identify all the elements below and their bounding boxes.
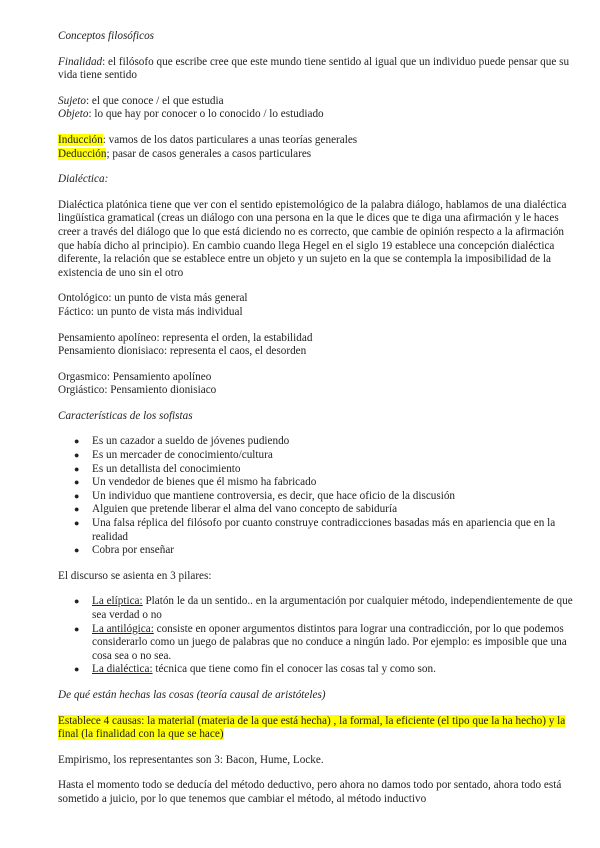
pilar-term: La antilógica: bbox=[92, 622, 154, 635]
bullet-icon: ● bbox=[74, 450, 80, 461]
bullet-icon: ● bbox=[74, 518, 80, 529]
pilar-list-item bbox=[74, 663, 578, 677]
dialectica-heading: Dialéctica: bbox=[58, 173, 109, 186]
pilar-text: técnica que tiene como fin el conocer las cosas tal y como son. bbox=[152, 663, 436, 676]
objeto-line bbox=[58, 108, 578, 122]
orgasmico-line: Orgasmico: Pensamiento apolíneo bbox=[58, 370, 212, 383]
pilar-term: La dialéctica: bbox=[92, 663, 153, 676]
empirismo-line: Empirismo, los representantes son 3: Bacon, Hume, Locke. bbox=[58, 753, 324, 766]
bullet-icon: ● bbox=[74, 463, 80, 474]
sujeto-text: : el que conoce / el que estudia bbox=[85, 94, 224, 107]
ontologico-factico-block bbox=[58, 292, 578, 319]
factico-line: Fáctico: un punto de vista más individual bbox=[58, 305, 243, 318]
bullet-icon: ● bbox=[74, 504, 80, 515]
sujeto-line bbox=[58, 95, 578, 109]
dionisiaco-line: Pensamiento dionisiaco: representa el caos, el desorden bbox=[58, 345, 307, 358]
bullet-icon: ● bbox=[74, 623, 80, 634]
sofistas-list-item bbox=[74, 517, 578, 544]
sujeto-term: Sujeto bbox=[58, 94, 86, 107]
pensamiento-block bbox=[58, 332, 578, 359]
causas-heading: De qué están hechas las cosas (teoría causal de aristóteles) bbox=[58, 688, 326, 701]
finalidad-term: Finalidad bbox=[58, 55, 103, 68]
pilares-list bbox=[58, 595, 578, 677]
finalidad-paragraph bbox=[58, 56, 578, 83]
sofistas-item-text: Es un detallista del conocimiento bbox=[92, 462, 241, 475]
pilares-intro: El discurso se asienta en 3 pilares: bbox=[58, 569, 212, 582]
bullet-icon: ● bbox=[74, 477, 80, 488]
induccion-text: : vamos de los datos particulares a unas teorías generales bbox=[102, 133, 358, 146]
sofistas-list-item bbox=[74, 476, 578, 490]
sofistas-item-text: Cobra por enseñar bbox=[92, 544, 175, 557]
apolineo-line: Pensamiento apolíneo: representa el orden, la estabilidad bbox=[58, 331, 313, 344]
pilar-term: La elíptica: bbox=[92, 595, 143, 608]
sofistas-item-text: Un individuo que mantiene controversia, es decir, que hace oficio de la discusión bbox=[92, 489, 456, 502]
pilar-list-item bbox=[74, 622, 578, 664]
sofistas-item-text: Es un cazador a sueldo de jóvenes pudiendo bbox=[92, 435, 290, 448]
deduccion-term: Deducción bbox=[58, 147, 107, 160]
document-content bbox=[58, 30, 578, 819]
sofistas-list-item bbox=[74, 489, 578, 504]
orgasmico-block bbox=[58, 371, 578, 398]
pilar-list-item bbox=[74, 595, 578, 622]
sofistas-heading: Características de los sofistas bbox=[58, 409, 193, 422]
sofistas-item-text: Una falsa réplica del filósofo por cuanto construye contradicciones basadas más en apariencia que en la realidad bbox=[92, 517, 556, 543]
pilar-text: consiste en oponer argumentos distintos para lograr una contradicción, por lo que podemos considerarlo como un juego de palabras que no conduce a ningún lado. Por ejemplo: es imposible que una cosa sea o no sea. bbox=[92, 622, 567, 662]
dialectica-paragraph: Dialéctica platónica tiene que ver con el sentido epistemológico de la palabra diálogo, hablamos de una dialéctica lingüística gramatical (creas un diálogo con una persona en la que le dices que te diga una afirmación y le haces creer a través del diálogo que lo que está diciendo no es correcto, que cambie de opinión respecto a la afirmación que había dicho al principio). En cambio cuando llega Hegel en el siglo 19 establece una concepción dialéctica diferente, la relación que se establece entre un objeto y un sujeto en la que se contempla la imposibilidad de la existencia de uno sin el otro bbox=[58, 198, 567, 279]
page-title: Conceptos filosóficos bbox=[58, 30, 155, 42]
final-paragraph: Hasta el momento todo se deducía del método deductivo, pero ahora no damos todo por sentado, ahora todo está sometido a juicio, por lo que tenemos que cambiar el método, al método inductivo bbox=[58, 779, 562, 805]
causas-paragraph bbox=[58, 715, 578, 742]
sofistas-list-item bbox=[74, 503, 578, 517]
induccion-line bbox=[58, 134, 578, 148]
ontologico-line: Ontológico: un punto de vista más general bbox=[58, 292, 248, 305]
induccion-deduccion-block bbox=[58, 134, 578, 161]
bullet-icon: ● bbox=[74, 596, 80, 607]
bullet-icon: ● bbox=[74, 490, 80, 501]
sofistas-list-item bbox=[74, 435, 578, 449]
induccion-term: Inducción bbox=[58, 133, 103, 146]
deduccion-line bbox=[58, 148, 578, 162]
bullet-icon: ● bbox=[74, 545, 80, 556]
bullet-icon: ● bbox=[74, 664, 80, 675]
sofistas-list-item bbox=[74, 449, 578, 463]
orgiastico-line: Orgiástico: Pensamiento dionisiaco bbox=[58, 384, 217, 397]
sofistas-list-item bbox=[74, 462, 578, 477]
sofistas-item-text: Alguien que pretende liberar el alma del vano concepto de sabiduría bbox=[92, 503, 398, 516]
bullet-icon: ● bbox=[74, 436, 80, 447]
pilar-text: Platón le da un sentido.. en la argumentación por cualquier método, independientemente de que sea verdad o no bbox=[92, 595, 573, 621]
causas-text: Establece 4 causas: la material (materia de la que está hecha) , la formal, la eficiente (el tipo que la ha hecho) y la final (la finalidad con la que se hace) bbox=[58, 714, 566, 741]
sofistas-list-item bbox=[74, 544, 578, 558]
sofistas-item-text: Un vendedor de bienes que él mismo ha fabricado bbox=[92, 476, 317, 489]
objeto-text: : lo que hay por conocer o lo conocido / lo estudiado bbox=[88, 108, 324, 121]
finalidad-text: : el filósofo que escribe cree que este mundo tiene sentido al igual que un individuo puede pensar que su vida tiene sentido bbox=[58, 55, 570, 82]
objeto-term: Objeto bbox=[58, 108, 89, 121]
deduccion-text: ; pasar de casos generales a casos particulares bbox=[106, 147, 312, 160]
sofistas-item-text: Es un mercader de conocimiento/cultura bbox=[92, 449, 273, 462]
sujeto-objeto-block bbox=[58, 95, 578, 122]
sofistas-list bbox=[58, 435, 578, 557]
